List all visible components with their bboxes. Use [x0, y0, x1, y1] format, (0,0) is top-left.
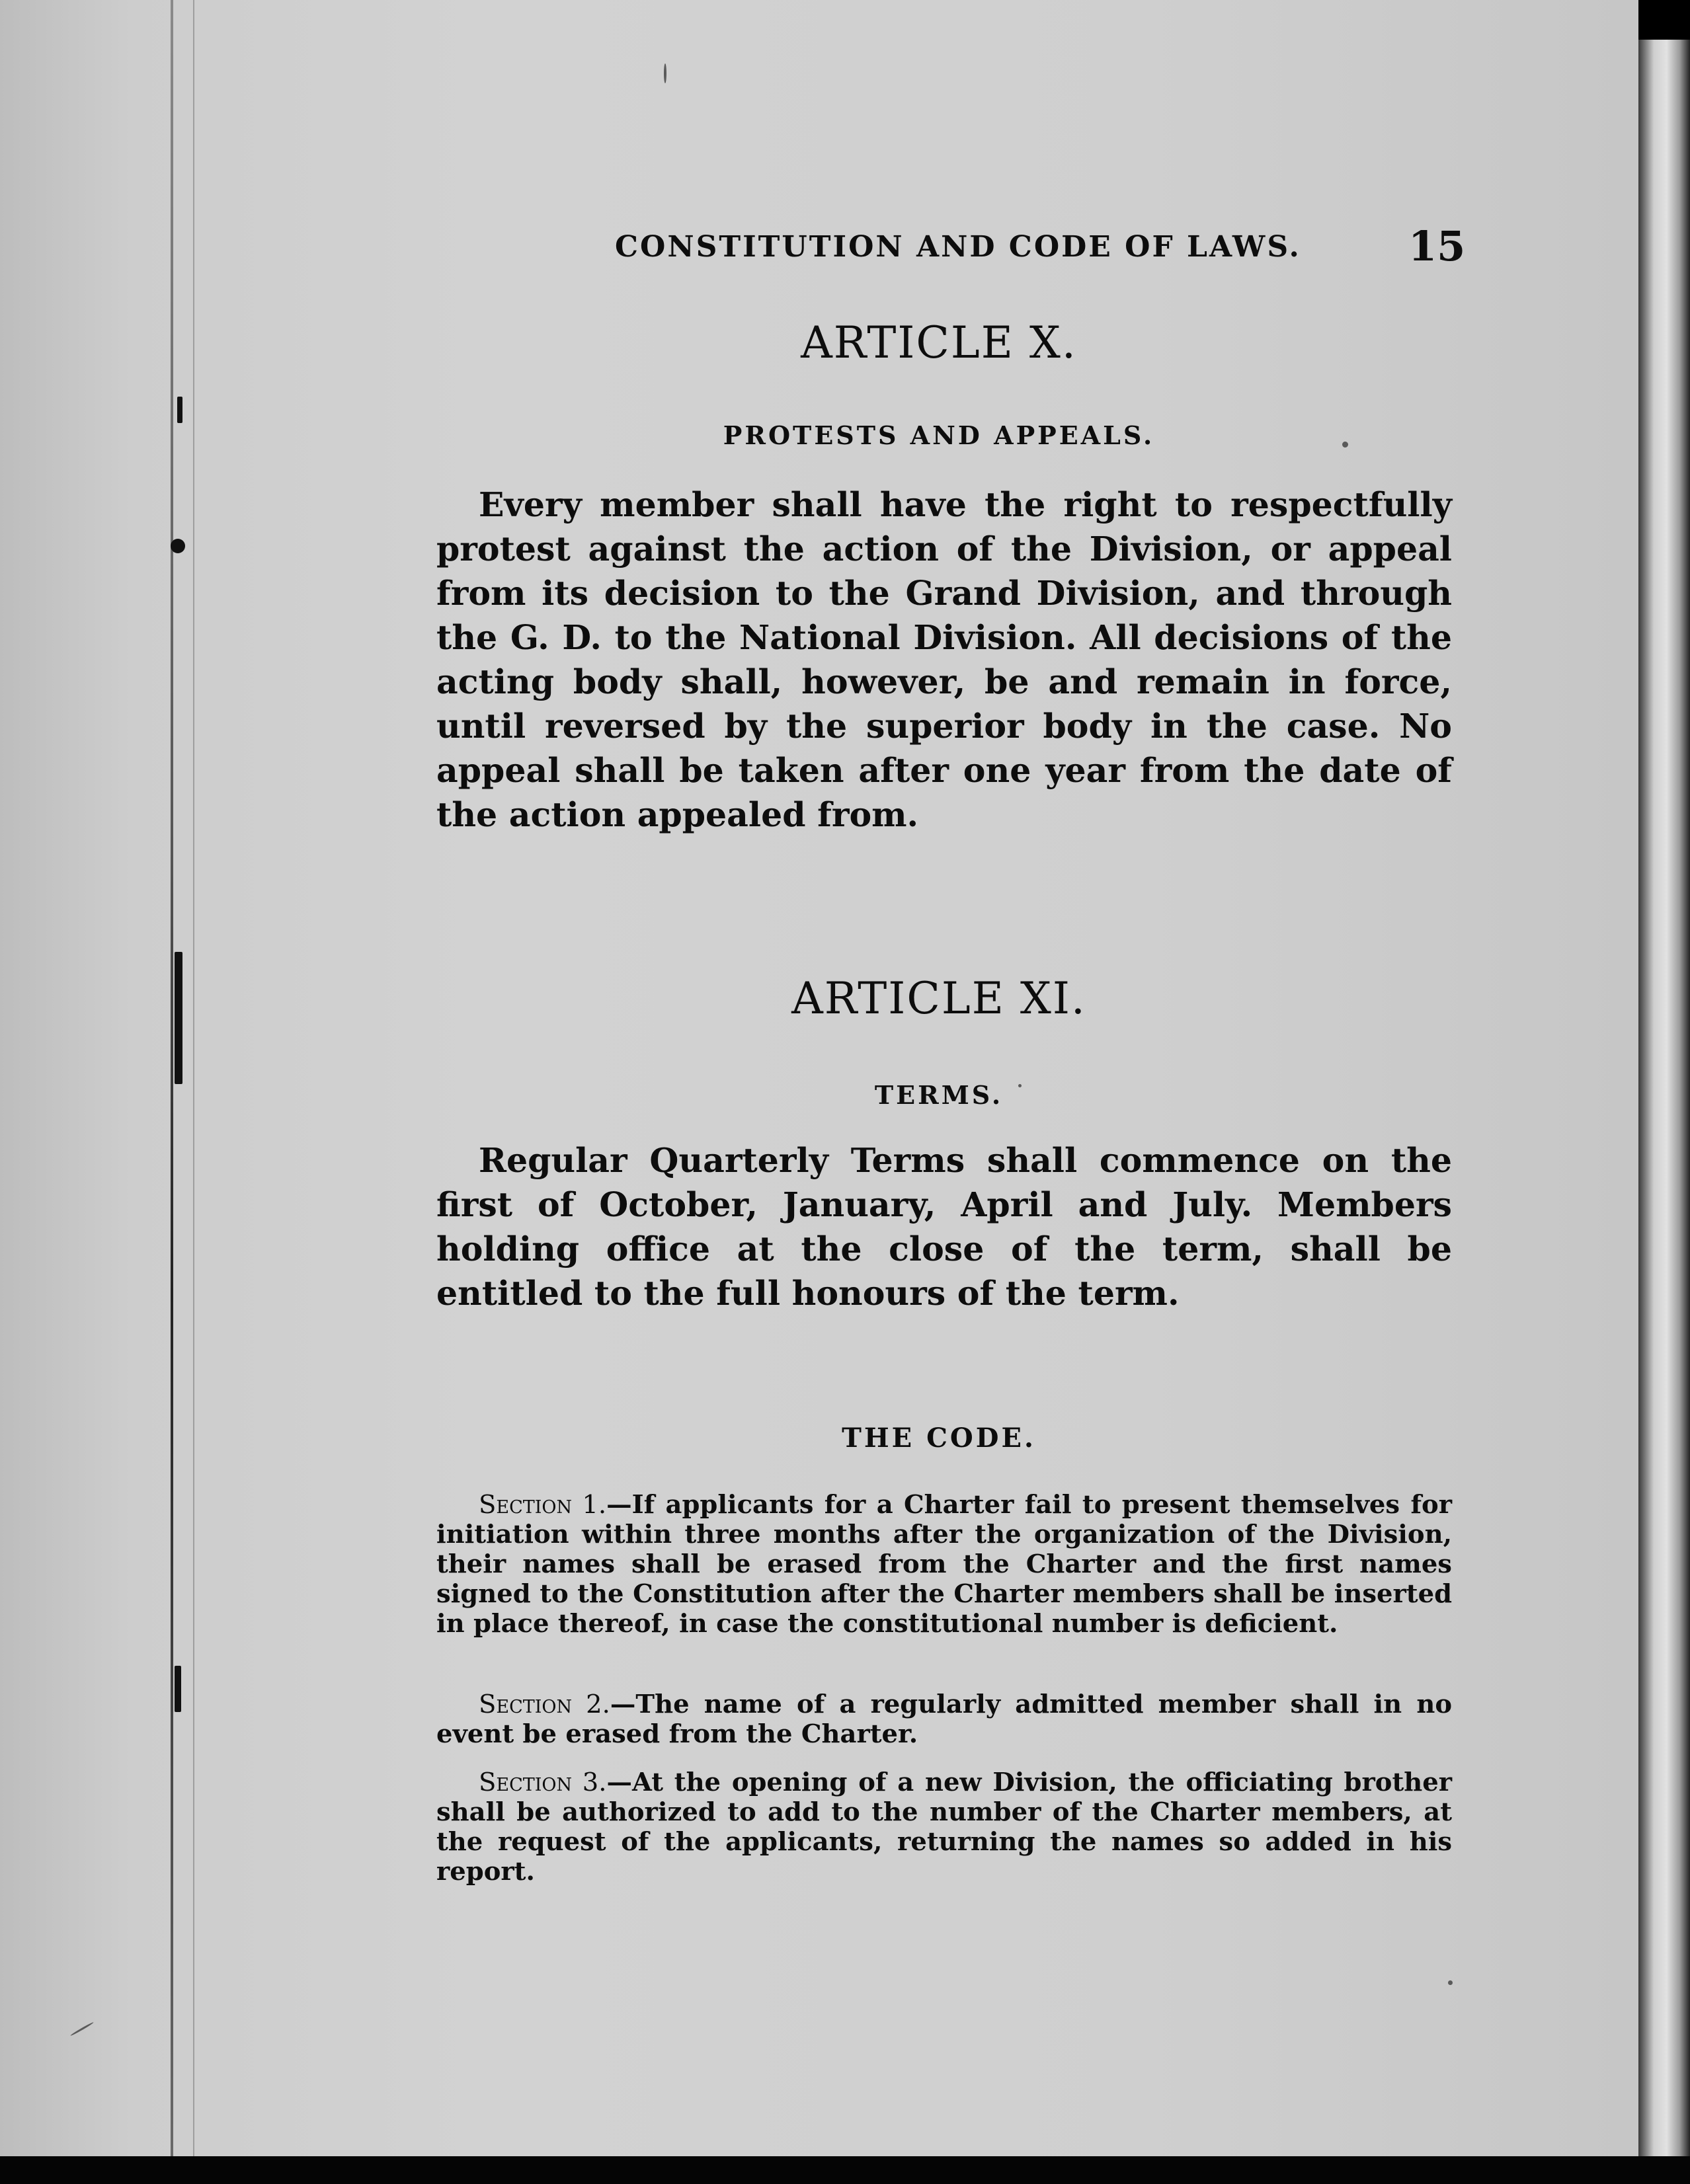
code-section-2-label: Section 2.: [479, 1690, 610, 1719]
scan-bottom-border: [0, 2156, 1690, 2184]
article-x-subtitle: PROTESTS AND APPEALS.: [723, 420, 1155, 450]
code-section-3-label: Section 3.: [479, 1768, 607, 1797]
paper-speck: [1448, 1980, 1453, 1985]
code-title: THE CODE.: [842, 1423, 1036, 1454]
binding-thread-mark: [177, 397, 182, 423]
binding-thread-mark: [171, 539, 185, 553]
paper-speck: [70, 2021, 94, 2037]
code-section-1-text: —If applicants for a Charter fail to present themselves for initiation within three months after the organization of the Division, their names shall be erased from the Charter and the first names signed to the Constitution after the Charter members shall be inserted in place thereof, in case the constitutional number is deficient.: [436, 1490, 1452, 1639]
article-x-title: ARTICLE X.: [801, 317, 1077, 368]
code-section-2: [436, 1690, 1452, 1749]
code-section-3-text: —At the opening of a new Division, the officiating brother shall be authorized to add to the number of the Charter members, at the request of the applicants, returning the names so added in his report.: [436, 1768, 1452, 1887]
page-number: 15: [1408, 222, 1466, 270]
article-xi-subtitle: TERMS.: [874, 1080, 1004, 1110]
binding-thread-mark: [175, 952, 182, 1084]
article-x-body: Every member shall have the right to respectfully protest against the action of the Division, or appeal from its decision to the Grand Division, and through the G. D. to the National Division. All decisions of the acting body shall, however, be and remain in force, until reversed by the superior body in the case. No appeal shall be taken after one year from the date of the action appealed from.: [436, 485, 1452, 834]
binding-thread-mark: [175, 1666, 181, 1712]
binding-gutter-line: [171, 0, 173, 2156]
paper-speck: [664, 63, 666, 83]
code-section-3: [436, 1768, 1452, 1887]
binding-fold-line: [193, 0, 194, 2156]
article-xi-body: Regular Quarterly Terms shall commence on the first of October, January, April and July. Members holding office at the close of the term, shall be entitled to the full honours of the term.: [436, 1141, 1452, 1313]
code-section-1: [436, 1490, 1452, 1639]
code-section-2-text: —The name of a regularly admitted member shall in no event be erased from the Charter.: [436, 1690, 1452, 1749]
page-edge-strip: [1638, 40, 1690, 2184]
article-xi-title: ARTICLE XI.: [791, 973, 1086, 1024]
running-head-title: CONSTITUTION AND CODE OF LAWS.: [615, 230, 1301, 264]
code-section-1-label: Section 1.: [479, 1490, 607, 1520]
